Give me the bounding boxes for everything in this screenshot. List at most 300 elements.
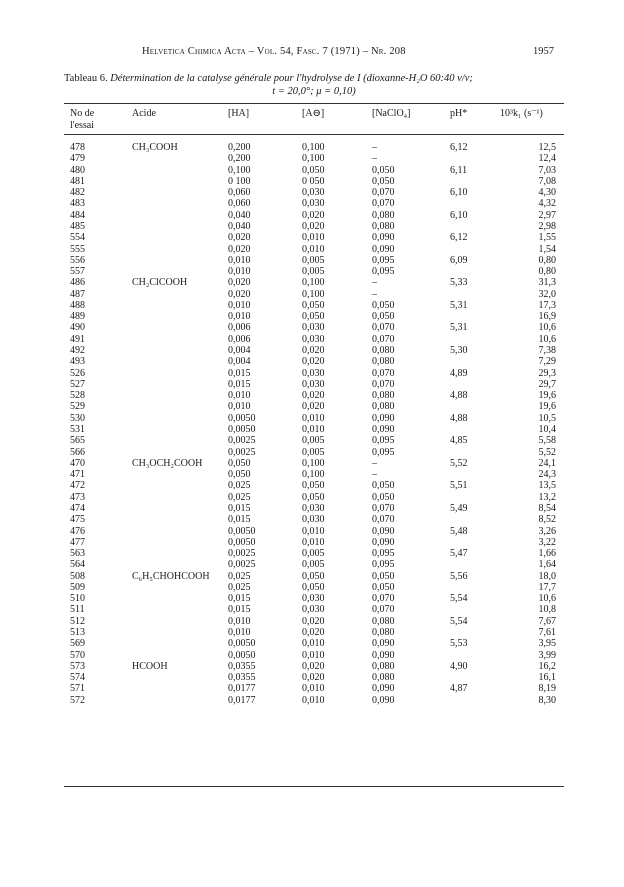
cell-ha: 0,050 xyxy=(228,457,251,469)
cell-ph: 5,54 xyxy=(450,615,468,627)
cell-ha: 0,015 xyxy=(228,378,251,390)
cell-no: 569 xyxy=(70,638,85,650)
cell-ha: 0,0025 xyxy=(228,559,256,571)
cell-a: 0,010 xyxy=(302,243,325,255)
table-row xyxy=(64,311,564,322)
cell-na: – xyxy=(372,153,377,165)
cell-ha: 0,0025 xyxy=(228,548,256,560)
cell-k: 3,22 xyxy=(538,536,556,548)
cell-k: 0,80 xyxy=(538,266,556,278)
cell-ph: 5,48 xyxy=(450,525,468,537)
table-row xyxy=(64,187,564,198)
table-row xyxy=(64,390,564,401)
col-header-no-line1: No de xyxy=(70,108,95,119)
cell-a: 0,010 xyxy=(302,424,325,435)
table-row xyxy=(64,334,564,345)
cell-no: 527 xyxy=(70,378,85,390)
table-row xyxy=(64,469,564,480)
cell-a: 0,020 xyxy=(302,220,325,232)
cell-no: 480 xyxy=(70,164,85,176)
table-row xyxy=(64,638,564,649)
cell-na: 0,090 xyxy=(372,525,395,537)
cell-na: 0,070 xyxy=(372,333,395,345)
table-row xyxy=(64,458,564,469)
table-row xyxy=(64,492,564,503)
cell-a: 0,030 xyxy=(302,593,325,605)
cell-a: 0,005 xyxy=(302,435,325,447)
cell-k: 1,66 xyxy=(538,548,556,560)
cell-no: 475 xyxy=(70,514,85,526)
cell-na: 0,050 xyxy=(372,175,395,187)
cell-k: 16,1 xyxy=(538,672,556,684)
cell-no: 528 xyxy=(70,390,85,402)
cell-ph: 6,11 xyxy=(450,164,468,176)
cell-ph: 5,30 xyxy=(450,345,468,357)
cell-a: 0,100 xyxy=(302,288,325,300)
cell-ha: 0,0050 xyxy=(228,412,256,424)
cell-ha: 0,0355 xyxy=(228,672,256,684)
cell-k: 31,3 xyxy=(538,277,556,289)
cell-no: 555 xyxy=(70,243,85,255)
cell-ph: 5,54 xyxy=(450,593,468,605)
table-row xyxy=(64,514,564,525)
cell-a: 0,010 xyxy=(302,412,325,424)
cell-ph: 4,90 xyxy=(450,660,468,672)
cell-k: 16,2 xyxy=(538,660,556,672)
cell-na: 0,090 xyxy=(372,638,395,650)
cell-ha: 0,004 xyxy=(228,345,251,357)
cell-no: 563 xyxy=(70,548,85,560)
table-header-rule xyxy=(64,134,564,135)
cell-ha: 0,010 xyxy=(228,615,251,627)
cell-a: 0,030 xyxy=(302,378,325,390)
cell-ha: 0,010 xyxy=(228,401,251,413)
cell-k: 7,61 xyxy=(538,627,556,639)
cell-no: 483 xyxy=(70,198,85,210)
cell-a: 0,030 xyxy=(302,187,325,199)
cell-ph: 5,33 xyxy=(450,277,468,289)
cell-k: 10,6 xyxy=(538,322,556,334)
cell-na: 0,070 xyxy=(372,187,395,199)
cell-no: 487 xyxy=(70,288,85,300)
cell-k: 10,6 xyxy=(538,593,556,605)
cell-na: 0,050 xyxy=(372,480,395,492)
table-bottom-rule xyxy=(64,786,564,787)
cell-k: 10,5 xyxy=(538,412,556,424)
cell-no: 471 xyxy=(70,469,85,481)
cell-a: 0,100 xyxy=(302,142,325,153)
cell-k: 4,30 xyxy=(538,187,556,199)
caption-line-2 xyxy=(64,85,564,98)
cell-ha: 0,040 xyxy=(228,220,251,232)
cell-a: 0,020 xyxy=(302,615,325,627)
table-row xyxy=(64,683,564,694)
table-row xyxy=(64,322,564,333)
cell-a: 0,005 xyxy=(302,548,325,560)
cell-acid: CH₃COOH xyxy=(132,142,178,153)
cell-no: 485 xyxy=(70,220,85,232)
cell-k: 1,55 xyxy=(538,232,556,244)
table-row xyxy=(64,277,564,288)
cell-ph: 5,49 xyxy=(450,502,468,514)
table-row xyxy=(64,503,564,514)
cell-na: 0,070 xyxy=(372,604,395,616)
cell-na: 0,095 xyxy=(372,254,395,266)
table-row xyxy=(64,537,564,548)
cell-a: 0,100 xyxy=(302,153,325,165)
cell-a: 0,030 xyxy=(302,604,325,616)
cell-k: 8,54 xyxy=(538,502,556,514)
cell-ha: 0,015 xyxy=(228,604,251,616)
cell-k: 16,9 xyxy=(538,311,556,323)
table-row xyxy=(64,368,564,379)
table-caption xyxy=(64,72,564,98)
table-label: Tableau 6. xyxy=(64,73,108,84)
cell-no: 531 xyxy=(70,424,85,435)
cell-no: 489 xyxy=(70,311,85,323)
table-row xyxy=(64,695,564,706)
table-row xyxy=(64,244,564,255)
cell-no: 574 xyxy=(70,672,85,684)
cell-ha: 0 100 xyxy=(228,175,251,187)
cell-no: 565 xyxy=(70,435,85,447)
table-row xyxy=(64,153,564,164)
cell-ha: 0,010 xyxy=(228,627,251,639)
table-row xyxy=(64,401,564,412)
cell-k: 2,98 xyxy=(538,220,556,232)
cell-na: 0,070 xyxy=(372,502,395,514)
cell-a: 0,030 xyxy=(302,198,325,210)
cell-k: 3,95 xyxy=(538,638,556,650)
cell-ha: 0,020 xyxy=(228,277,251,289)
cell-k: 19,6 xyxy=(538,401,556,413)
cell-ha: 0,015 xyxy=(228,367,251,379)
cell-ha: 0,010 xyxy=(228,390,251,402)
cell-k: 32,0 xyxy=(538,288,556,300)
cell-na: 0,050 xyxy=(372,570,395,582)
cell-na: 0,050 xyxy=(372,581,395,593)
table-row xyxy=(64,142,564,153)
cell-no: 513 xyxy=(70,627,85,639)
cell-na: – xyxy=(372,277,377,289)
table-row xyxy=(64,559,564,570)
table-row xyxy=(64,627,564,638)
cell-k: 7,29 xyxy=(538,356,556,368)
cell-no: 473 xyxy=(70,491,85,503)
cell-no: 556 xyxy=(70,254,85,266)
cell-ha: 0,010 xyxy=(228,299,251,311)
cell-a: 0,030 xyxy=(302,367,325,379)
page-number: 1957 xyxy=(533,46,554,57)
cell-no: 490 xyxy=(70,322,85,334)
cell-no: 573 xyxy=(70,660,85,672)
cell-a: 0,010 xyxy=(302,649,325,661)
cell-na: 0,070 xyxy=(372,514,395,526)
cell-k: 13,2 xyxy=(538,491,556,503)
cell-no: 478 xyxy=(70,142,85,153)
cell-na: 0,090 xyxy=(372,412,395,424)
cell-na: 0,080 xyxy=(372,615,395,627)
cell-no: 572 xyxy=(70,694,85,706)
cell-na: 0,080 xyxy=(372,345,395,357)
cell-acid: HCOOH xyxy=(132,660,168,672)
cell-a: 0,050 xyxy=(302,570,325,582)
cell-na: – xyxy=(372,457,377,469)
table-row xyxy=(64,379,564,390)
table-row xyxy=(64,165,564,176)
cell-na: 0,090 xyxy=(372,694,395,706)
cell-k: 2,97 xyxy=(538,209,556,221)
cell-k: 24,1 xyxy=(538,457,556,469)
cell-ha: 0,015 xyxy=(228,502,251,514)
cell-na: 0,095 xyxy=(372,559,395,571)
cell-na: 0,090 xyxy=(372,536,395,548)
cell-a: 0,020 xyxy=(302,390,325,402)
cell-no: 530 xyxy=(70,412,85,424)
cell-ph: 4,87 xyxy=(450,683,468,695)
col-header-ph: pH* xyxy=(450,108,468,119)
cell-no: 481 xyxy=(70,175,85,187)
cell-k: 4,32 xyxy=(538,198,556,210)
cell-ph: 6,12 xyxy=(450,232,468,244)
caption-line-1 xyxy=(64,72,564,85)
cell-k: 8,30 xyxy=(538,694,556,706)
table-row xyxy=(64,571,564,582)
running-header xyxy=(70,46,554,60)
journal-title: Helvetica Chimica Acta – Vol. 54, Fasc. 7 (1971) – Nr. 208 xyxy=(142,46,406,57)
cell-na: 0,090 xyxy=(372,424,395,435)
cell-ha: 0,015 xyxy=(228,514,251,526)
cell-a: 0,010 xyxy=(302,638,325,650)
cell-k: 3,26 xyxy=(538,525,556,537)
cell-a: 0,020 xyxy=(302,672,325,684)
table-row xyxy=(64,480,564,491)
table-row xyxy=(64,582,564,593)
table-row xyxy=(64,661,564,672)
cell-ph: 5,31 xyxy=(450,299,468,311)
table-top-rule xyxy=(64,103,564,104)
table-row xyxy=(64,650,564,661)
cell-ha: 0,025 xyxy=(228,491,251,503)
cell-a: 0,020 xyxy=(302,627,325,639)
cell-acid: CH₃OCH₂COOH xyxy=(132,457,203,469)
cell-ph: 5,31 xyxy=(450,322,468,334)
cell-ph: 5,53 xyxy=(450,638,468,650)
cell-ha: 0,006 xyxy=(228,322,251,334)
cell-ha: 0,020 xyxy=(228,232,251,244)
cell-a: 0,005 xyxy=(302,446,325,458)
cell-no: 474 xyxy=(70,502,85,514)
cell-na: 0,070 xyxy=(372,378,395,390)
cell-ph: 6,12 xyxy=(450,142,468,153)
cell-ph: 4,88 xyxy=(450,412,468,424)
cell-no: 484 xyxy=(70,209,85,221)
cell-no: 486 xyxy=(70,277,85,289)
cell-na: 0,070 xyxy=(372,367,395,379)
cell-ha: 0,025 xyxy=(228,570,251,582)
table-row xyxy=(64,435,564,446)
cell-na: 0,080 xyxy=(372,390,395,402)
cell-k: 7,38 xyxy=(538,345,556,357)
cell-ha: 0,010 xyxy=(228,254,251,266)
cell-ph: 6,09 xyxy=(450,254,468,266)
cell-k: 18,0 xyxy=(538,570,556,582)
cell-ha: 0,010 xyxy=(228,266,251,278)
cell-na: 0,080 xyxy=(372,672,395,684)
cell-ha: 0,010 xyxy=(228,311,251,323)
table-row xyxy=(64,210,564,221)
cell-ha: 0,200 xyxy=(228,153,251,165)
cell-a: 0,005 xyxy=(302,559,325,571)
col-header-a: [A⊖] xyxy=(302,108,325,119)
cell-a: 0,050 xyxy=(302,581,325,593)
cell-no: 491 xyxy=(70,333,85,345)
cell-na: 0,050 xyxy=(372,164,395,176)
table-row xyxy=(64,424,564,435)
cell-ha: 0,050 xyxy=(228,469,251,481)
cell-no: 472 xyxy=(70,480,85,492)
cell-a: 0,010 xyxy=(302,694,325,706)
cell-no: 554 xyxy=(70,232,85,244)
cell-ph: 5,56 xyxy=(450,570,468,582)
cell-ha: 0,060 xyxy=(228,187,251,199)
cell-acid: C₆H₅CHOHCOOH xyxy=(132,570,210,582)
cell-ha: 0,060 xyxy=(228,198,251,210)
col-header-naclo4: [NaClO₄] xyxy=(372,108,411,119)
col-header-k: 10³k₁ (s⁻¹) xyxy=(500,108,543,119)
cell-k: 24,3 xyxy=(538,469,556,481)
cell-k: 5,52 xyxy=(538,446,556,458)
cell-a: 0,010 xyxy=(302,525,325,537)
col-header-acid: Acide xyxy=(132,108,156,119)
cell-k: 3,99 xyxy=(538,649,556,661)
cell-ha: 0,0177 xyxy=(228,694,256,706)
cell-na: 0,095 xyxy=(372,435,395,447)
cell-ha: 0,200 xyxy=(228,142,251,153)
cell-k: 10,6 xyxy=(538,333,556,345)
cell-na: – xyxy=(372,142,377,153)
cell-k: 29,7 xyxy=(538,378,556,390)
cell-na: 0,050 xyxy=(372,491,395,503)
cell-no: 526 xyxy=(70,367,85,379)
cell-ha: 0,0177 xyxy=(228,683,256,695)
cell-ha: 0,0050 xyxy=(228,525,256,537)
cell-a: 0,005 xyxy=(302,266,325,278)
cell-a: 0,030 xyxy=(302,322,325,334)
cell-a: 0,020 xyxy=(302,660,325,672)
cell-k: 12,4 xyxy=(538,153,556,165)
table-row xyxy=(64,356,564,367)
cell-ha: 0,020 xyxy=(228,288,251,300)
cell-k: 7,67 xyxy=(538,615,556,627)
cell-ha: 0,004 xyxy=(228,356,251,368)
cell-k: 19,6 xyxy=(538,390,556,402)
cell-no: 482 xyxy=(70,187,85,199)
cell-no: 529 xyxy=(70,401,85,413)
cell-na: 0,080 xyxy=(372,209,395,221)
cell-ha: 0,0050 xyxy=(228,649,256,661)
table-row xyxy=(64,604,564,615)
cell-k: 10,8 xyxy=(538,604,556,616)
cell-no: 509 xyxy=(70,581,85,593)
cell-no: 479 xyxy=(70,153,85,165)
cell-ha: 0,0050 xyxy=(228,424,256,435)
cell-no: 492 xyxy=(70,345,85,357)
col-header-no-line2: l'essai xyxy=(70,120,95,131)
table-row xyxy=(64,289,564,300)
table-row xyxy=(64,593,564,604)
cell-a: 0,100 xyxy=(302,277,325,289)
cell-na: 0,080 xyxy=(372,660,395,672)
table-row xyxy=(64,255,564,266)
table-row xyxy=(64,300,564,311)
cell-a: 0,050 xyxy=(302,164,325,176)
table-row xyxy=(64,548,564,559)
cell-no: 508 xyxy=(70,570,85,582)
cell-na: – xyxy=(372,288,377,300)
cell-ph: 5,47 xyxy=(450,548,468,560)
cell-na: – xyxy=(372,469,377,481)
cell-a: 0,030 xyxy=(302,514,325,526)
cell-ha: 0,0050 xyxy=(228,536,256,548)
cell-a: 0,050 xyxy=(302,480,325,492)
table-row xyxy=(64,198,564,209)
cell-ha: 0,0355 xyxy=(228,660,256,672)
cell-no: 470 xyxy=(70,457,85,469)
cell-na: 0,050 xyxy=(372,311,395,323)
cell-a: 0,010 xyxy=(302,232,325,244)
table-row xyxy=(64,266,564,277)
cell-k: 8,19 xyxy=(538,683,556,695)
cell-a: 0,050 xyxy=(302,311,325,323)
cell-no: 493 xyxy=(70,356,85,368)
cell-k: 0,80 xyxy=(538,254,556,266)
cell-a: 0,100 xyxy=(302,469,325,481)
cell-ha: 0,025 xyxy=(228,581,251,593)
cell-ha: 0,0025 xyxy=(228,435,256,447)
cell-na: 0,070 xyxy=(372,198,395,210)
table-row xyxy=(64,176,564,187)
cell-na: 0,095 xyxy=(372,446,395,458)
cell-ha: 0,006 xyxy=(228,333,251,345)
cell-no: 488 xyxy=(70,299,85,311)
cell-ha: 0,0050 xyxy=(228,638,256,650)
cell-na: 0,080 xyxy=(372,220,395,232)
table-row xyxy=(64,232,564,243)
cell-ha: 0,100 xyxy=(228,164,251,176)
cell-na: 0,095 xyxy=(372,548,395,560)
cell-no: 571 xyxy=(70,683,85,695)
cell-a: 0,010 xyxy=(302,536,325,548)
cell-no: 566 xyxy=(70,446,85,458)
cell-a: 0,020 xyxy=(302,356,325,368)
cell-na: 0,050 xyxy=(372,299,395,311)
cell-na: 0,090 xyxy=(372,243,395,255)
cell-ha: 0,040 xyxy=(228,209,251,221)
table-row xyxy=(64,672,564,683)
cell-no: 564 xyxy=(70,559,85,571)
cell-a: 0,020 xyxy=(302,401,325,413)
cell-ph: 5,51 xyxy=(450,480,468,492)
cell-ha: 0,020 xyxy=(228,243,251,255)
cell-na: 0,070 xyxy=(372,322,395,334)
cell-na: 0,095 xyxy=(372,266,395,278)
cell-na: 0,090 xyxy=(372,232,395,244)
cell-ha: 0,025 xyxy=(228,480,251,492)
cell-a: 0,100 xyxy=(302,457,325,469)
cell-k: 8,52 xyxy=(538,514,556,526)
cell-no: 510 xyxy=(70,593,85,605)
